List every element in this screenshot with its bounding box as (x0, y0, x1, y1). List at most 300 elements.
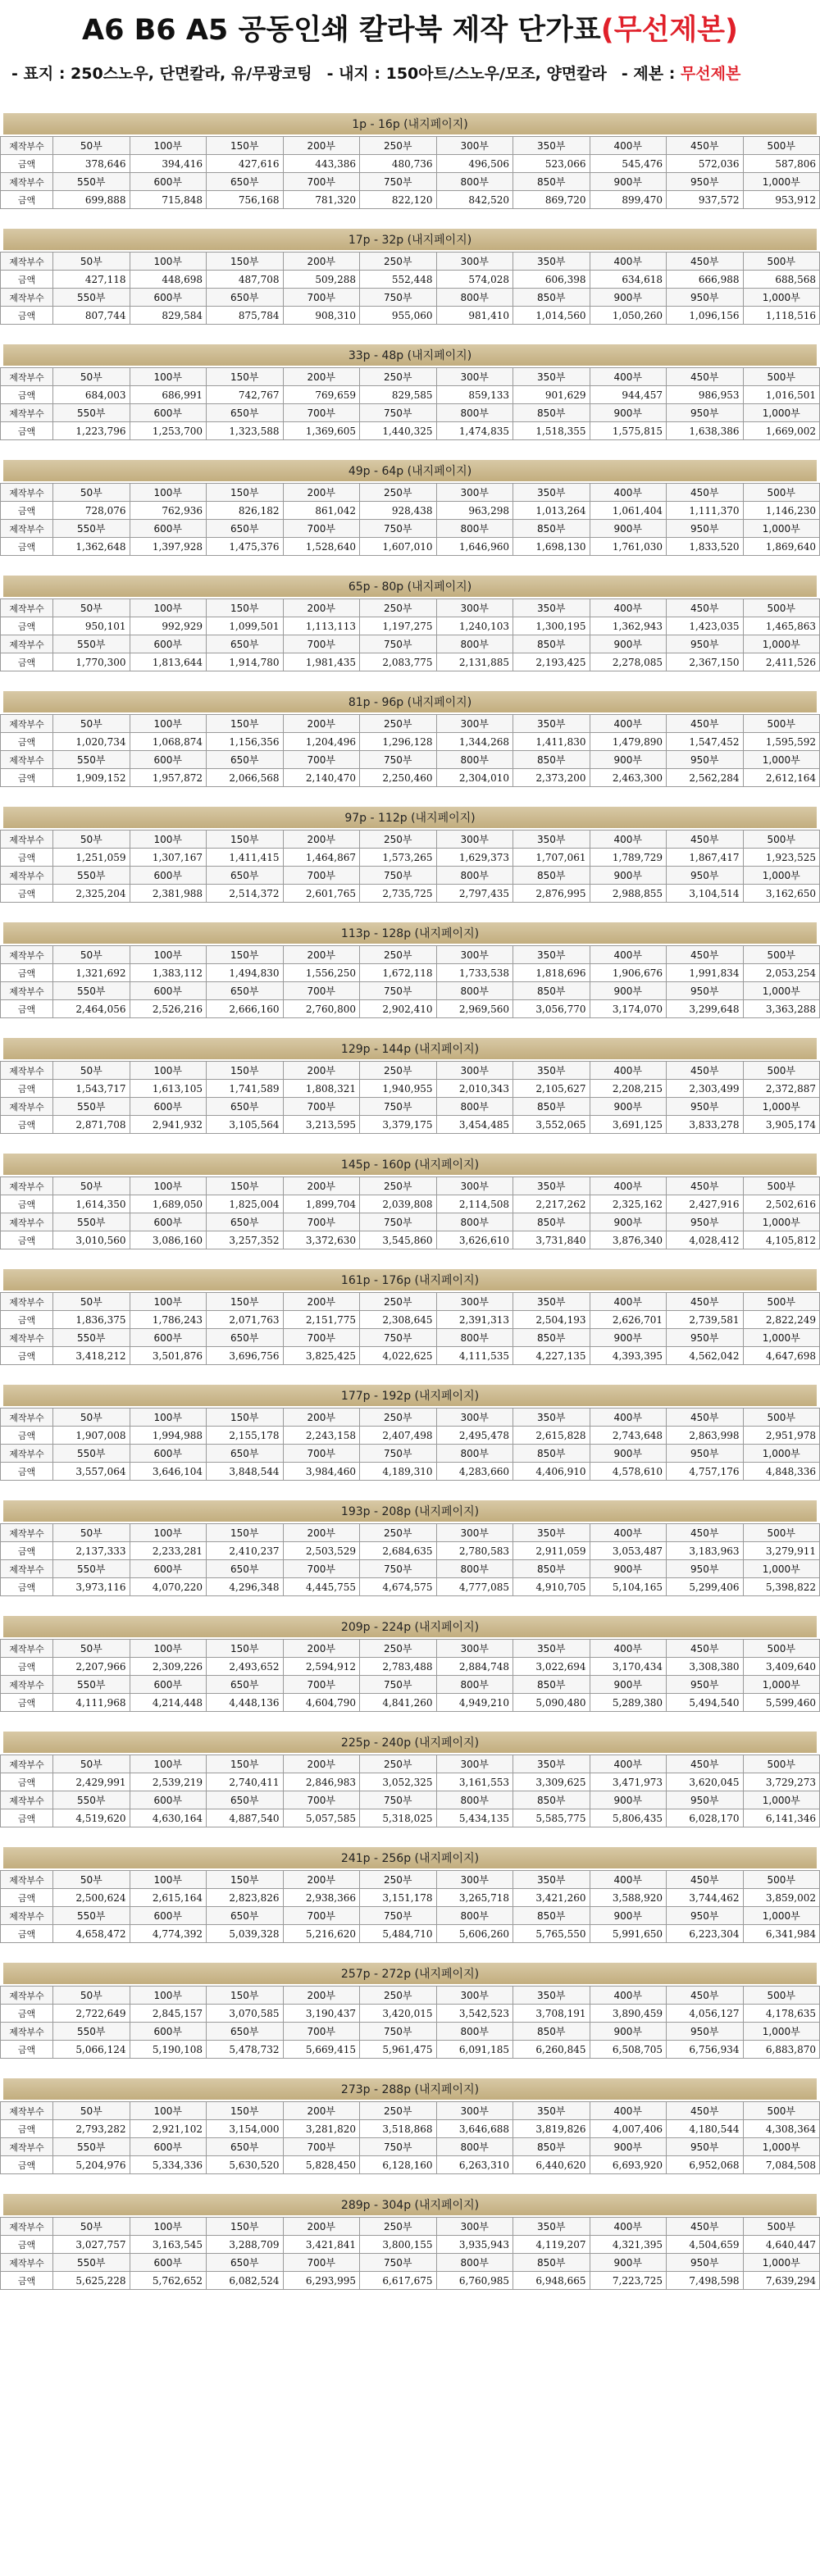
quantity-cell: 350부 (513, 137, 590, 155)
price-cell: 6,028,170 (667, 1809, 744, 1827)
binding-value: 무선제본 (680, 64, 741, 83)
quantity-cell: 450부 (667, 1409, 744, 1427)
price-cell: 5,478,732 (207, 2041, 284, 2059)
price-cell: 3,646,104 (130, 1463, 207, 1481)
price-cell: 552,448 (360, 271, 437, 289)
price-cell: 1,991,834 (667, 964, 744, 982)
quantity-cell: 450부 (667, 831, 744, 849)
quantity-cell: 1,000부 (743, 867, 820, 885)
quantity-cell: 600부 (130, 1329, 207, 1347)
quantity-row (1, 2023, 820, 2041)
price-cell: 1,383,112 (130, 964, 207, 982)
quantity-cell: 900부 (590, 1098, 667, 1116)
quantity-cell: 250부 (360, 253, 437, 271)
price-cell: 4,604,790 (283, 1694, 360, 1712)
quantity-cell: 100부 (130, 137, 207, 155)
price-cell: 3,890,459 (590, 2005, 667, 2023)
price-cell: 4,674,575 (360, 1578, 437, 1596)
price-cell: 3,557,064 (53, 1463, 130, 1481)
price-cell: 5,484,710 (360, 1925, 437, 1943)
quantity-cell: 650부 (207, 1676, 284, 1694)
price-cell: 5,828,450 (283, 2156, 360, 2174)
amount-row (1, 307, 820, 325)
price-cell: 4,283,660 (436, 1463, 513, 1481)
quantity-row (1, 1409, 820, 1427)
price-cell: 1,914,780 (207, 653, 284, 671)
price-cell: 2,684,635 (360, 1542, 437, 1560)
price-cell: 955,060 (360, 307, 437, 325)
quantity-cell: 700부 (283, 982, 360, 1000)
price-cell: 1,689,050 (130, 1195, 207, 1213)
quantity-cell: 50부 (53, 715, 130, 733)
price-cell: 4,111,535 (436, 1347, 513, 1365)
price-cell: 963,298 (436, 502, 513, 520)
price-cell: 2,503,529 (283, 1542, 360, 1560)
quantity-cell: 400부 (590, 1755, 667, 1773)
quantity-cell: 200부 (283, 715, 360, 733)
price-cell: 1,096,156 (667, 307, 744, 325)
quantity-row (1, 520, 820, 538)
quantity-cell: 400부 (590, 715, 667, 733)
price-cell: 2,502,616 (743, 1195, 820, 1213)
price-section (0, 1732, 820, 1827)
quantity-row (1, 1524, 820, 1542)
quantity-cell: 400부 (590, 946, 667, 964)
quantity-cell: 650부 (207, 2023, 284, 2041)
qty-label: 제작부수 (1, 1062, 53, 1080)
amount-label: 금액 (1, 307, 53, 325)
price-cell: 1,111,370 (667, 502, 744, 520)
quantity-cell: 550부 (53, 2023, 130, 2041)
quantity-cell: 150부 (207, 1409, 284, 1427)
price-cell: 4,022,625 (360, 1347, 437, 1365)
price-cell: 2,155,178 (207, 1427, 284, 1445)
price-cell: 496,506 (436, 155, 513, 173)
amount-row (1, 538, 820, 556)
price-cell: 1,494,830 (207, 964, 284, 982)
price-table (0, 367, 820, 440)
price-cell: 2,391,313 (436, 1311, 513, 1329)
price-cell: 1,994,988 (130, 1427, 207, 1445)
price-section (0, 2078, 820, 2174)
amount-row (1, 1889, 820, 1907)
quantity-row (1, 1062, 820, 1080)
price-cell: 572,036 (667, 155, 744, 173)
price-cell: 3,708,191 (513, 2005, 590, 2023)
quantity-cell: 550부 (53, 289, 130, 307)
quantity-row (1, 1640, 820, 1658)
quantity-cell: 350부 (513, 2218, 590, 2236)
amount-label: 금액 (1, 1542, 53, 1560)
amount-label: 금액 (1, 2005, 53, 2023)
quantity-cell: 450부 (667, 253, 744, 271)
quantity-cell: 700부 (283, 289, 360, 307)
price-cell: 4,448,136 (207, 1694, 284, 1712)
price-cell: 1,813,644 (130, 653, 207, 671)
qty-label: 제작부수 (1, 599, 53, 617)
quantity-cell: 650부 (207, 751, 284, 769)
quantity-cell: 700부 (283, 173, 360, 191)
quantity-cell: 650부 (207, 1560, 284, 1578)
quantity-cell: 950부 (667, 1907, 744, 1925)
price-cell: 861,042 (283, 502, 360, 520)
quantity-cell: 600부 (130, 635, 207, 653)
price-cell: 7,223,725 (590, 2272, 667, 2290)
price-cell: 2,783,488 (360, 1658, 437, 1676)
quantity-cell: 1,000부 (743, 1560, 820, 1578)
price-cell: 2,303,499 (667, 1080, 744, 1098)
price-cell: 715,848 (130, 191, 207, 209)
quantity-cell: 650부 (207, 2138, 284, 2156)
quantity-cell: 350부 (513, 253, 590, 271)
price-cell: 2,743,648 (590, 1427, 667, 1445)
price-cell: 756,168 (207, 191, 284, 209)
quantity-cell: 900부 (590, 982, 667, 1000)
price-cell: 928,438 (360, 502, 437, 520)
quantity-cell: 350부 (513, 1987, 590, 2005)
quantity-cell: 800부 (436, 520, 513, 538)
quantity-cell: 100부 (130, 2102, 207, 2120)
price-cell: 2,666,160 (207, 1000, 284, 1018)
price-cell: 5,494,540 (667, 1694, 744, 1712)
price-table (0, 2101, 820, 2174)
price-cell: 1,253,700 (130, 422, 207, 440)
price-cell: 2,083,775 (360, 653, 437, 671)
quantity-cell: 650부 (207, 1329, 284, 1347)
quantity-cell: 550부 (53, 867, 130, 885)
price-cell: 4,180,544 (667, 2120, 744, 2138)
price-cell: 875,784 (207, 307, 284, 325)
quantity-cell: 1,000부 (743, 2138, 820, 2156)
price-cell: 1,411,830 (513, 733, 590, 751)
qty-label: 제작부수 (1, 2218, 53, 2236)
amount-label: 금액 (1, 1080, 53, 1098)
price-cell: 822,120 (360, 191, 437, 209)
quantity-cell: 300부 (436, 2102, 513, 2120)
quantity-cell: 300부 (436, 599, 513, 617)
price-cell: 2,735,725 (360, 885, 437, 903)
price-cell: 6,263,310 (436, 2156, 513, 2174)
price-cell: 4,640,447 (743, 2236, 820, 2254)
price-cell: 1,825,004 (207, 1195, 284, 1213)
price-cell: 6,440,620 (513, 2156, 590, 2174)
quantity-cell: 750부 (360, 635, 437, 653)
section-header: 161p - 176p (내지페이지) (3, 1269, 817, 1290)
price-cell: 3,213,595 (283, 1116, 360, 1134)
quantity-row (1, 1177, 820, 1195)
amount-row (1, 1000, 820, 1018)
quantity-cell: 900부 (590, 520, 667, 538)
quantity-row (1, 1987, 820, 2005)
quantity-cell: 250부 (360, 1987, 437, 2005)
price-cell: 1,741,589 (207, 1080, 284, 1098)
price-cell: 1,906,676 (590, 964, 667, 982)
price-cell: 5,057,585 (283, 1809, 360, 1827)
quantity-cell: 50부 (53, 368, 130, 386)
qty-label: 제작부수 (1, 1293, 53, 1311)
price-cell: 699,888 (53, 191, 130, 209)
price-cell: 1,869,640 (743, 538, 820, 556)
price-cell: 2,304,010 (436, 769, 513, 787)
quantity-cell: 300부 (436, 1409, 513, 1427)
price-cell: 5,434,135 (436, 1809, 513, 1827)
quantity-cell: 150부 (207, 1871, 284, 1889)
binding-label: - 제본 : (621, 64, 676, 83)
price-cell: 4,028,412 (667, 1231, 744, 1249)
amount-label: 금액 (1, 1809, 53, 1827)
quantity-row (1, 368, 820, 386)
quantity-cell: 50부 (53, 1177, 130, 1195)
price-cell: 1,595,592 (743, 733, 820, 751)
quantity-cell: 450부 (667, 599, 744, 617)
price-cell: 1,669,002 (743, 422, 820, 440)
amount-row (1, 1694, 820, 1712)
price-cell: 2,760,800 (283, 1000, 360, 1018)
price-table (0, 1292, 820, 1365)
price-cell: 2,921,102 (130, 2120, 207, 2138)
quantity-cell: 150부 (207, 137, 284, 155)
amount-row (1, 2156, 820, 2174)
price-cell: 1,197,275 (360, 617, 437, 635)
section-header: 97p - 112p (내지페이지) (3, 807, 817, 828)
quantity-cell: 850부 (513, 867, 590, 885)
quantity-row (1, 635, 820, 653)
quantity-cell: 200부 (283, 2218, 360, 2236)
quantity-row (1, 253, 820, 271)
quantity-cell: 850부 (513, 751, 590, 769)
price-cell: 606,398 (513, 271, 590, 289)
price-cell: 3,800,155 (360, 2236, 437, 2254)
price-cell: 5,991,650 (590, 1925, 667, 1943)
quantity-cell: 700부 (283, 520, 360, 538)
price-section (0, 1847, 820, 1943)
price-cell: 3,151,178 (360, 1889, 437, 1907)
quantity-cell: 200부 (283, 1062, 360, 1080)
quantity-cell: 100부 (130, 1409, 207, 1427)
qty-label: 제작부수 (1, 1907, 53, 1925)
amount-row (1, 653, 820, 671)
price-cell: 3,626,610 (436, 1231, 513, 1249)
price-cell: 2,308,645 (360, 1311, 437, 1329)
quantity-cell: 700부 (283, 2254, 360, 2272)
quantity-cell: 250부 (360, 368, 437, 386)
price-cell: 3,825,425 (283, 1347, 360, 1365)
price-cell: 953,912 (743, 191, 820, 209)
price-cell: 2,780,583 (436, 1542, 513, 1560)
quantity-cell: 450부 (667, 1177, 744, 1195)
price-cell: 6,693,920 (590, 2156, 667, 2174)
price-cell: 3,052,325 (360, 1773, 437, 1791)
amount-row (1, 964, 820, 982)
quantity-cell: 300부 (436, 137, 513, 155)
price-cell: 2,140,470 (283, 769, 360, 787)
amount-label: 금액 (1, 422, 53, 440)
price-cell: 2,514,372 (207, 885, 284, 903)
quantity-cell: 750부 (360, 982, 437, 1000)
quantity-cell: 700부 (283, 1213, 360, 1231)
quantity-cell: 500부 (743, 1177, 820, 1195)
price-cell: 4,393,395 (590, 1347, 667, 1365)
price-cell: 3,848,544 (207, 1463, 284, 1481)
price-cell: 394,416 (130, 155, 207, 173)
quantity-cell: 1,000부 (743, 2023, 820, 2041)
quantity-cell: 950부 (667, 2138, 744, 2156)
quantity-cell: 850부 (513, 1791, 590, 1809)
section-header: 129p - 144p (내지페이지) (3, 1038, 817, 1059)
quantity-cell: 900부 (590, 2023, 667, 2041)
quantity-cell: 850부 (513, 1213, 590, 1231)
price-cell: 1,061,404 (590, 502, 667, 520)
price-cell: 981,410 (436, 307, 513, 325)
quantity-cell: 900부 (590, 751, 667, 769)
quantity-cell: 750부 (360, 1329, 437, 1347)
quantity-cell: 150부 (207, 253, 284, 271)
price-cell: 2,193,425 (513, 653, 590, 671)
amount-label: 금액 (1, 386, 53, 404)
price-cell: 587,806 (743, 155, 820, 173)
quantity-cell: 350부 (513, 368, 590, 386)
price-cell: 3,027,757 (53, 2236, 130, 2254)
quantity-cell: 250부 (360, 1871, 437, 1889)
amount-row (1, 271, 820, 289)
amount-row (1, 849, 820, 867)
title-main: A6 B6 A5 공동인쇄 칼라북 제작 단가표 (82, 14, 601, 47)
quantity-cell: 50부 (53, 484, 130, 502)
quantity-row (1, 1293, 820, 1311)
price-cell: 1,321,692 (53, 964, 130, 982)
qty-label: 제작부수 (1, 1329, 53, 1347)
price-cell: 5,090,480 (513, 1694, 590, 1712)
quantity-cell: 550부 (53, 173, 130, 191)
quantity-cell: 450부 (667, 1987, 744, 2005)
price-cell: 2,722,649 (53, 2005, 130, 2023)
price-cell: 1,296,128 (360, 733, 437, 751)
amount-label: 금액 (1, 964, 53, 982)
quantity-cell: 950부 (667, 982, 744, 1000)
price-cell: 1,251,059 (53, 849, 130, 867)
quantity-cell: 600부 (130, 1213, 207, 1231)
price-cell: 3,053,487 (590, 1542, 667, 1560)
price-section (0, 691, 820, 787)
price-cell: 1,638,386 (667, 422, 744, 440)
price-cell: 666,988 (667, 271, 744, 289)
quantity-cell: 150부 (207, 1987, 284, 2005)
quantity-row (1, 289, 820, 307)
quantity-cell: 800부 (436, 173, 513, 191)
quantity-cell: 850부 (513, 2138, 590, 2156)
price-cell: 1,156,356 (207, 733, 284, 751)
price-cell: 5,039,328 (207, 1925, 284, 1943)
quantity-cell: 550부 (53, 1907, 130, 1925)
quantity-cell: 50부 (53, 946, 130, 964)
quantity-cell: 800부 (436, 289, 513, 307)
quantity-cell: 800부 (436, 2138, 513, 2156)
quantity-cell: 500부 (743, 2218, 820, 2236)
price-cell: 443,386 (283, 155, 360, 173)
price-cell: 448,698 (130, 271, 207, 289)
quantity-cell: 300부 (436, 484, 513, 502)
price-cell: 4,070,220 (130, 1578, 207, 1596)
amount-row (1, 1311, 820, 1329)
qty-label: 제작부수 (1, 1755, 53, 1773)
quantity-cell: 850부 (513, 635, 590, 653)
quantity-cell: 450부 (667, 1871, 744, 1889)
price-cell: 4,119,207 (513, 2236, 590, 2254)
quantity-cell: 50부 (53, 2102, 130, 2120)
quantity-cell: 1,000부 (743, 1329, 820, 1347)
binding-spec (622, 61, 740, 84)
quantity-cell: 600부 (130, 289, 207, 307)
amount-label: 금액 (1, 191, 53, 209)
quantity-cell: 1,000부 (743, 1213, 820, 1231)
price-cell: 2,429,991 (53, 1773, 130, 1791)
quantity-cell: 100부 (130, 1177, 207, 1195)
price-cell: 2,539,219 (130, 1773, 207, 1791)
quantity-cell: 750부 (360, 1213, 437, 1231)
price-cell: 1,050,260 (590, 307, 667, 325)
quantity-cell: 900부 (590, 1329, 667, 1347)
price-cell: 5,606,260 (436, 1925, 513, 1943)
price-cell: 4,406,910 (513, 1463, 590, 1481)
quantity-cell: 950부 (667, 1329, 744, 1347)
quantity-row (1, 1213, 820, 1231)
quantity-cell: 450부 (667, 1524, 744, 1542)
price-cell: 1,020,734 (53, 733, 130, 751)
price-cell: 769,659 (283, 386, 360, 404)
quantity-row (1, 946, 820, 964)
quantity-cell: 100부 (130, 484, 207, 502)
quantity-cell: 450부 (667, 137, 744, 155)
quantity-cell: 450부 (667, 1640, 744, 1658)
quantity-cell: 1,000부 (743, 635, 820, 653)
amount-label: 금액 (1, 1347, 53, 1365)
price-cell: 1,761,030 (590, 538, 667, 556)
price-cell: 1,099,501 (207, 617, 284, 635)
price-cell: 2,863,998 (667, 1427, 744, 1445)
quantity-row (1, 1755, 820, 1773)
quantity-cell: 50부 (53, 1987, 130, 2005)
amount-row (1, 502, 820, 520)
amount-row (1, 2236, 820, 2254)
qty-label: 제작부수 (1, 2138, 53, 2156)
quantity-cell: 250부 (360, 1524, 437, 1542)
quantity-cell: 950부 (667, 1098, 744, 1116)
amount-row (1, 422, 820, 440)
qty-label: 제작부수 (1, 715, 53, 733)
price-cell: 4,841,260 (360, 1694, 437, 1712)
price-cell: 2,410,237 (207, 1542, 284, 1560)
price-cell: 4,227,135 (513, 1347, 590, 1365)
price-cell: 1,344,268 (436, 733, 513, 751)
quantity-cell: 500부 (743, 253, 820, 271)
price-cell: 1,362,648 (53, 538, 130, 556)
price-cell: 1,786,243 (130, 1311, 207, 1329)
amount-label: 금액 (1, 1000, 53, 1018)
quantity-cell: 800부 (436, 2254, 513, 2272)
quantity-cell: 400부 (590, 1062, 667, 1080)
price-cell: 3,744,462 (667, 1889, 744, 1907)
qty-label: 제작부수 (1, 831, 53, 849)
price-cell: 2,740,411 (207, 1773, 284, 1791)
price-cell: 3,542,523 (436, 2005, 513, 2023)
section-header: 193p - 208p (내지페이지) (3, 1500, 817, 1522)
inner-spec: - 내지 : 150아트/스노우/모조, 양면칼라 (326, 64, 607, 83)
price-cell: 2,217,262 (513, 1195, 590, 1213)
quantity-cell: 600부 (130, 2023, 207, 2041)
price-sheet (0, 2, 820, 2290)
price-cell: 2,381,988 (130, 885, 207, 903)
quantity-cell: 500부 (743, 831, 820, 849)
